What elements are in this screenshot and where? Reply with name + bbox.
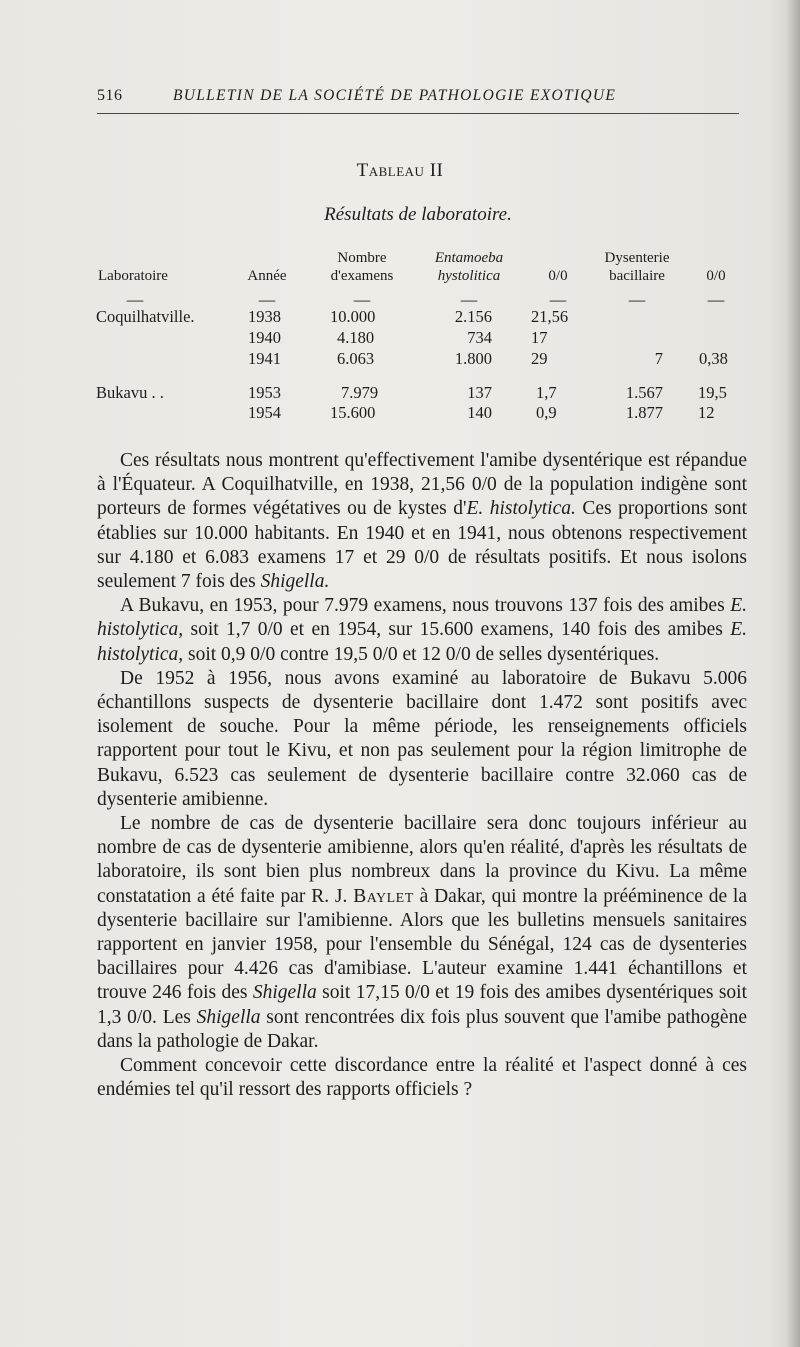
dash-entamoeba: — <box>460 290 478 309</box>
paragraph-2: A Bukavu, en 1953, pour 7.979 examens, nous trouvons 137 fois des amibes E. histolytica, soit 1,7 0/0 et en 1954, sur 15.600 examens, 140 fois des amibes E. histolytica, soit 0,9 0/0 contre 19,5 0/0 et 12 0/0 de selles dysentériques. <box>97 595 747 665</box>
table-cell-dysenterie: 7 <box>654 349 663 368</box>
col-header-pct2: 0/0 <box>706 268 726 284</box>
table-cell-pct1: 17 <box>531 328 548 347</box>
paragraph-1: Ces résultats nous montrent qu'effectivement l'amibe dysentérique est répandue à l'Équateur. A Coquilhatville, en 1938, 21,56 0/0 de la population indigène sont porteurs de formes végétatives ou de kystes d'E. histolytica. Ces proportions sont établies sur 10.000 habitants. En 1940 et en 1941, nous obtenons respectivement sur 4.180 et 6.083 examens 17 et 29 0/0 de résultats positifs. Et nous isolons seulement 7 fois des Shigella. <box>97 450 747 593</box>
table-cell-exams: 4.180 <box>337 328 375 347</box>
paragraph-5: Comment concevoir cette discordance entre la réalité et l'aspect donné à ces endémies tel qu'il ressort des rapports officiels ? <box>97 1055 747 1101</box>
table-cell-entamoeba: 140 <box>467 403 492 422</box>
table-cell-pct2: 19,5 <box>698 383 727 402</box>
table-cell-exams: 6.063 <box>337 349 375 368</box>
table-cell-entamoeba: 137 <box>467 383 492 402</box>
page-number: 516 <box>97 87 123 104</box>
table-cell-pct1: 0,9 <box>536 403 557 422</box>
table-cell-pct2: 0,38 <box>699 349 728 368</box>
table-caption: Résultats de laboratoire. <box>324 204 512 225</box>
table-label: Tableau II <box>356 160 444 181</box>
table-cell-dysenterie: 1.567 <box>625 383 663 402</box>
col-header-hystolitica: hystolitica <box>437 268 501 284</box>
body-text <box>97 449 747 1102</box>
table-cell-lab: Coquilhatville. <box>96 307 195 326</box>
table-cell-pct1: 1,7 <box>536 383 557 402</box>
table-cell-pct1: 21,56 <box>531 307 569 326</box>
table-cell-entamoeba: 1.800 <box>454 349 492 368</box>
paragraph-3: De 1952 à 1956, nous avons examiné au laboratoire de Bukavu 5.006 échantillons suspects de dysenterie bacillaire dont 1.472 sont positifs avec isolement de souche. Pour la même période, les renseignements officiels rapportent pour tout le Kivu, et non pas seulement pour la région limitrophe de Bukavu, 6.523 cas seulement de dysenterie bacillaire contre 32.060 cas de dysenterie amibienne. <box>97 667 747 810</box>
table-cell-exams: 7.979 <box>341 383 379 402</box>
col-header-entamoeba: Entamoeba <box>434 250 504 266</box>
dash-laboratoire: — <box>126 290 144 309</box>
dash-pct2: — <box>707 290 725 309</box>
table-cell-lab: Bukavu . . <box>96 383 164 402</box>
table-cell-pct1: 29 <box>531 349 548 368</box>
table-cell-entamoeba: 734 <box>467 328 492 347</box>
table-cell-exams: 10.000 <box>330 307 376 326</box>
dash-annee: — <box>258 290 276 309</box>
results-table <box>0 0 800 440</box>
table-cell-year: 1941 <box>248 349 281 368</box>
col-header-nombre: Nombre <box>337 250 387 266</box>
table-cell-dysenterie: 1.877 <box>625 403 663 422</box>
col-header-pct1: 0/0 <box>548 268 568 284</box>
col-header-dysenterie: Dysenterie <box>604 250 670 266</box>
table-cell-year: 1953 <box>248 383 281 402</box>
table-cell-entamoeba: 2.156 <box>454 307 492 326</box>
col-header-laboratoire: Laboratoire <box>98 268 168 284</box>
table-cell-year: 1938 <box>248 307 281 326</box>
journal-title: BULLETIN DE LA SOCIÉTÉ DE PATHOLOGIE EXOTIQUE <box>173 87 617 104</box>
paragraph-4: Le nombre de cas de dysenterie bacillaire sera donc toujours inférieur au nombre de cas de dysenterie amibienne, alors qu'en réalité, d'après les résultats de laboratoire, ils sont bien plus nombreux dans la province du Kivu. La même constatation a été faite par R. J. Baylet à Dakar, qui montre la prééminence de la dysenterie bacillaire sur l'amibienne. Alors que les bulletins mensuels sanitaires rapportent en janvier 1958, pour l'ensemble du Sénégal, 124 cas de dysenteries bacillaires pour 4.426 cas d'amibiase. L'auteur examine 1.441 échantillons et trouve 246 fois des Shigella soit 17,15 0/0 et 19 fois des amibes dysentériques soit 1,3 0/0. Les Shigella sont rencontrées dix fois plus souvent que l'amibe pathogène dans la pathologie de Dakar. <box>97 813 747 1052</box>
col-header-examens: d'examens <box>330 268 394 284</box>
dash-dysenterie: — <box>628 290 646 309</box>
table-cell-year: 1940 <box>248 328 281 347</box>
table-cell-year: 1954 <box>248 403 281 422</box>
col-header-annee: Année <box>247 268 287 284</box>
dash-examens: — <box>353 290 371 309</box>
table-cell-pct2: 12 <box>698 403 715 422</box>
col-header-bacillaire: bacillaire <box>609 268 665 284</box>
dash-pct1: — <box>549 290 567 309</box>
table-cell-exams: 15.600 <box>330 403 376 422</box>
